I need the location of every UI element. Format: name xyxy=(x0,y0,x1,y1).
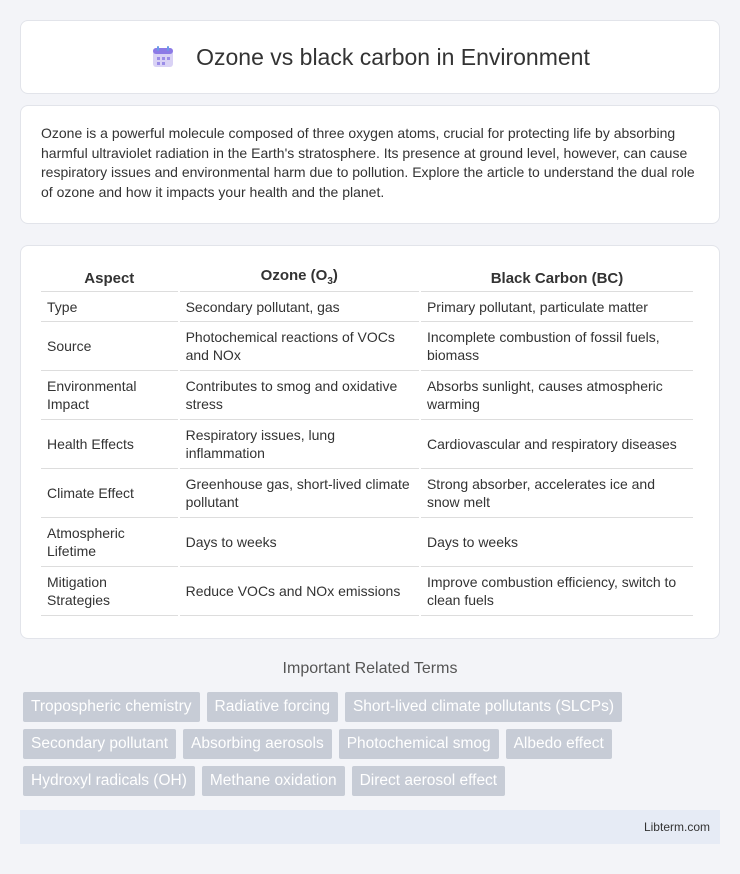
cell-ozone: Respiratory issues, lung inflammation xyxy=(180,420,419,469)
term-tag[interactable]: Tropospheric chemistry xyxy=(23,692,200,722)
cell-aspect: Type xyxy=(41,292,178,322)
table-row xyxy=(41,567,693,616)
term-tag[interactable]: Hydroxyl radicals (OH) xyxy=(23,766,195,796)
related-terms xyxy=(23,692,723,803)
cell-ozone: Days to weeks xyxy=(180,518,419,567)
tag-row xyxy=(23,692,723,722)
tag-row xyxy=(23,729,723,759)
cell-ozone: Photochemical reactions of VOCs and NOx xyxy=(180,322,419,371)
comparison-card xyxy=(20,245,720,639)
cell-black-carbon: Incomplete combustion of fossil fuels, biomass xyxy=(421,322,693,371)
term-tag[interactable]: Direct aerosol effect xyxy=(352,766,506,796)
term-tag[interactable]: Albedo effect xyxy=(506,729,612,759)
calendar-icon xyxy=(150,44,176,70)
table-row xyxy=(41,420,693,469)
cell-aspect: Climate Effect xyxy=(41,469,178,518)
intro-card xyxy=(20,105,720,224)
cell-aspect: Mitigation Strategies xyxy=(41,567,178,616)
term-tag[interactable]: Short-lived climate pollutants (SLCPs) xyxy=(345,692,622,722)
table-row xyxy=(41,518,693,567)
table-row xyxy=(41,469,693,518)
cell-black-carbon: Primary pollutant, particulate matter xyxy=(421,292,693,322)
header-ozone: Ozone $(O_3)$ xyxy=(180,260,419,292)
intro-text: Ozone is a powerful molecule composed of three oxygen atoms, crucial for protecting life by absorbing harmful ultraviolet radiation in the Earth's stratosphere. Its presence at ground level, however, can cause respiratory issues and environmental harm due to pollution. Explore the article to understand the dual role of ozone and how it impacts your health and the planet. xyxy=(41,125,695,200)
cell-black-carbon: Improve combustion efficiency, switch to clean fuels xyxy=(421,567,693,616)
header-black-carbon: Black Carbon (BC) xyxy=(421,260,693,292)
footer-brand-link[interactable]: Libterm.com xyxy=(643,820,710,834)
cell-black-carbon: Cardiovascular and respiratory diseases xyxy=(421,420,693,469)
cell-aspect: Source xyxy=(41,322,178,371)
cell-ozone: Greenhouse gas, short-lived climate pollutant xyxy=(180,469,419,518)
term-tag[interactable]: Secondary pollutant xyxy=(23,729,176,759)
page-title: Ozone vs black carbon in Environment xyxy=(196,43,590,70)
table-row xyxy=(41,371,693,420)
related-terms-title: Important Related Terms xyxy=(282,660,458,677)
cell-ozone: Secondary pollutant, gas xyxy=(180,292,419,322)
header-card xyxy=(20,20,720,94)
cell-black-carbon: Days to weeks xyxy=(421,518,693,567)
cell-ozone: Reduce VOCs and NOx emissions xyxy=(180,567,419,616)
term-tag[interactable]: Methane oxidation xyxy=(202,766,345,796)
cell-aspect: Health Effects xyxy=(41,420,178,469)
table-row xyxy=(41,322,693,371)
cell-black-carbon: Strong absorber, accelerates ice and snow melt xyxy=(421,469,693,518)
term-tag[interactable]: Absorbing aerosols xyxy=(183,729,332,759)
cell-aspect: Atmospheric Lifetime xyxy=(41,518,178,567)
table-row xyxy=(41,292,693,322)
cell-black-carbon: Absorbs sunlight, causes atmospheric warming xyxy=(421,371,693,420)
term-tag[interactable]: Radiative forcing xyxy=(207,692,338,722)
cell-ozone: Contributes to smog and oxidative stress xyxy=(180,371,419,420)
footer xyxy=(20,810,720,844)
tag-row xyxy=(23,766,723,796)
header-aspect: Aspect xyxy=(41,260,178,292)
comparison-table xyxy=(39,260,695,616)
term-tag[interactable]: Photochemical smog xyxy=(339,729,499,759)
cell-aspect: Environmental Impact xyxy=(41,371,178,420)
